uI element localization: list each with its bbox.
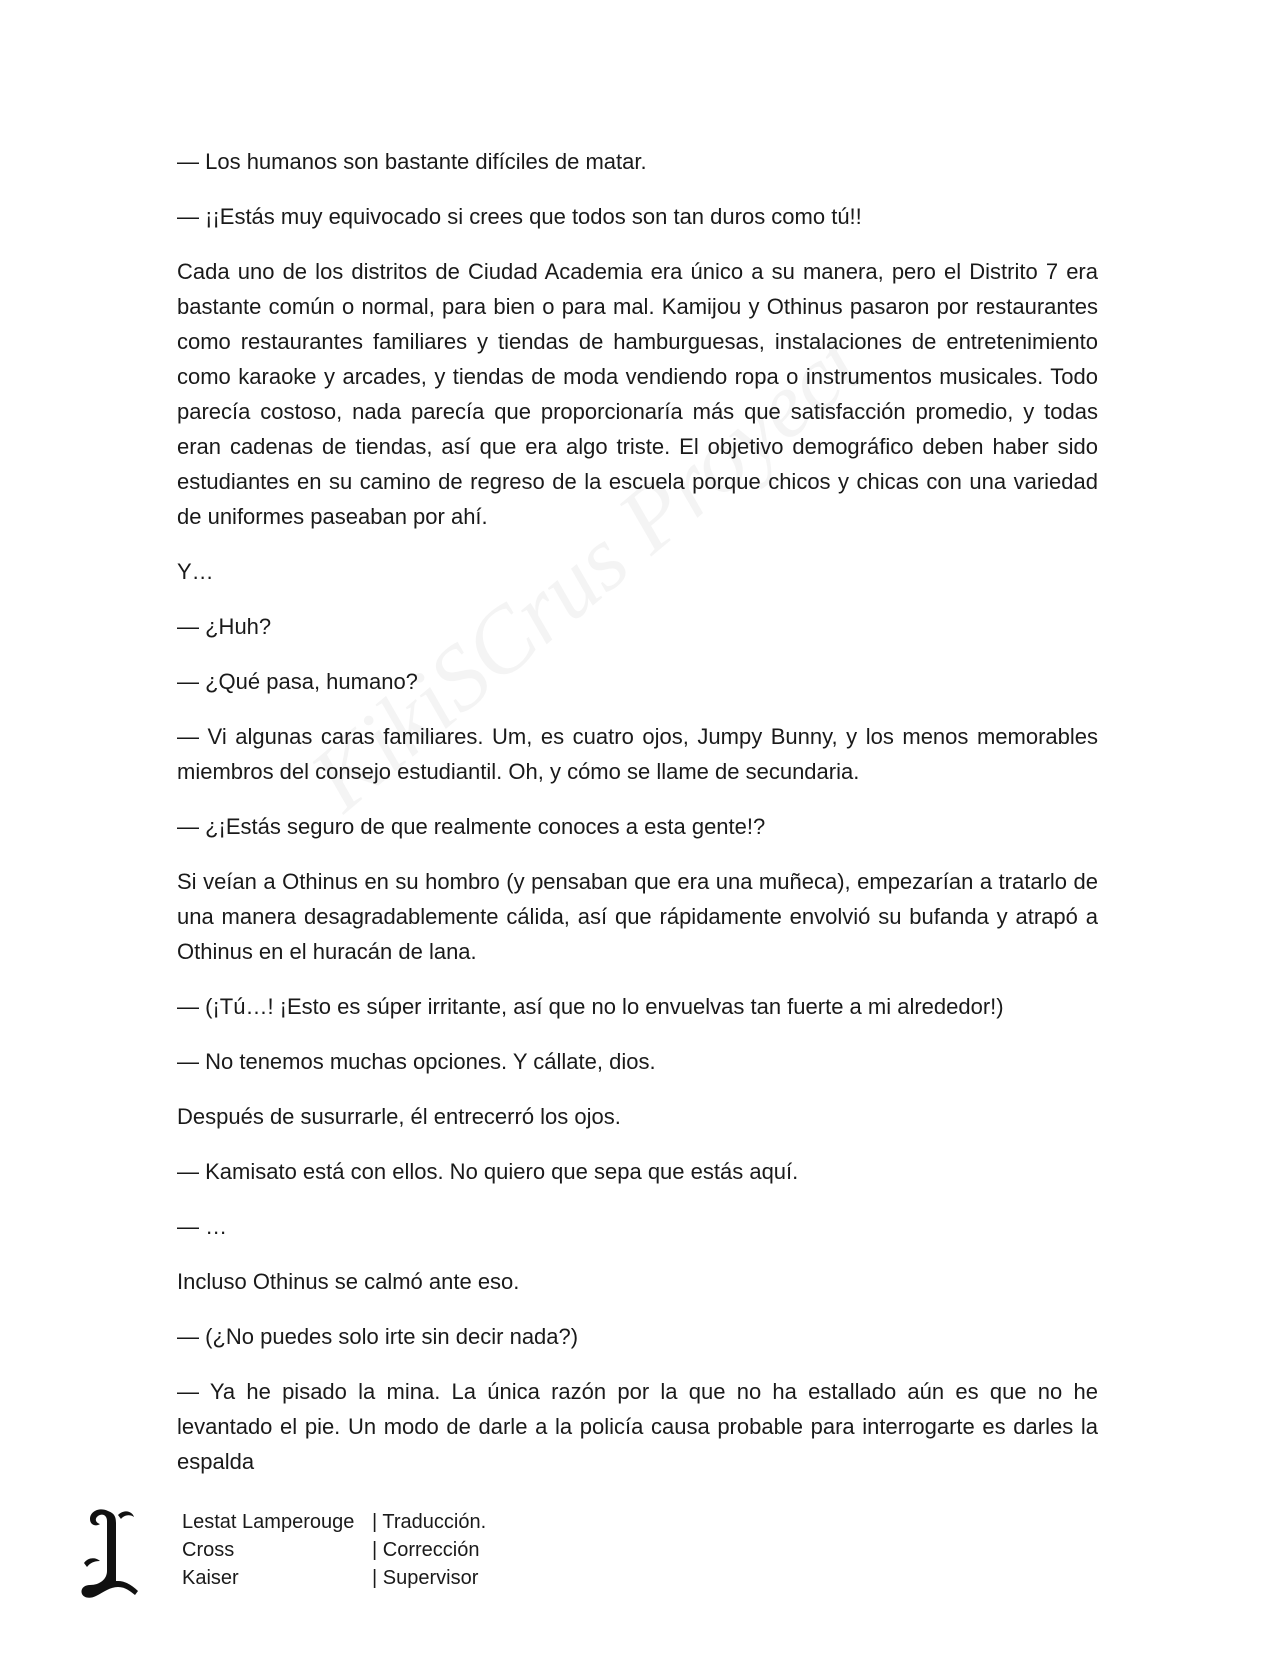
- credit-row: [182, 1508, 486, 1536]
- paragraph: — …: [177, 1214, 228, 1239]
- credit-role: | Corrección: [372, 1539, 480, 1561]
- credit-role: | Traducción.: [372, 1511, 487, 1533]
- credit-row: [182, 1536, 486, 1564]
- paragraph: Después de susurrarle, él entrecerró los ojos.: [177, 1104, 621, 1129]
- gothic-l-logo-icon: [78, 1505, 140, 1600]
- paragraph: — (¡Tú…! ¡Esto es súper irritante, así que no lo envuelvas tan fuerte a mi alrededor!): [177, 994, 1004, 1019]
- paragraph: — ¿¡Estás seguro de que realmente conoces a esta gente!?: [177, 814, 766, 839]
- paragraph: Incluso Othinus se calmó ante eso.: [177, 1269, 520, 1294]
- document-body: [177, 144, 1098, 1499]
- credit-name: Lestat Lamperouge: [182, 1511, 355, 1533]
- paragraph: — Ya he pisado la mina. La única razón por la que no ha estallado aún es que no he levantado el pie. Un modo de darle a la policía causa probable para interrogarte es darles la espalda: [177, 1379, 1098, 1474]
- paragraph: — Kamisato está con ellos. No quiero que sepa que estás aquí.: [177, 1159, 799, 1184]
- paragraph: — ¿Huh?: [177, 614, 272, 639]
- paragraph: — Vi algunas caras familiares. Um, es cuatro ojos, Jumpy Bunny, y los menos memorables miembros del consejo estudiantil. Oh, y cómo se llame de secundaria.: [177, 724, 1098, 784]
- page-footer: [78, 1505, 678, 1605]
- paragraph: — Los humanos son bastante difíciles de matar.: [177, 149, 647, 174]
- paragraph: — ¿Qué pasa, humano?: [177, 669, 418, 694]
- credit-name: Kaiser: [182, 1567, 239, 1589]
- credit-row: [182, 1564, 486, 1592]
- paragraph: Si veían a Othinus en su hombro (y pensaban que era una muñeca), empezarían a tratarlo de una manera desagradablemente cálida, así que rápidamente envolvió su bufanda y atrapó a Othinus en el huracán de lana.: [177, 869, 1098, 964]
- credit-name: Cross: [182, 1539, 235, 1561]
- paragraph: — No tenemos muchas opciones. Y cállate, dios.: [177, 1049, 656, 1074]
- paragraph: Cada uno de los distritos de Ciudad Academia era único a su manera, pero el Distrito 7 era bastante común o normal, para bien o para mal. Kamijou y Othinus pasaron por restaurantes como restaurantes familiares y tiendas de hamburguesas, instalaciones de entretenimiento como karaoke y arcades, y tiendas de moda vendiendo ropa o instrumentos musicales. Todo parecía costoso, nada parecía que proporcionaría más que satisfacción promedio, y todas eran cadenas de tiendas, así que era algo triste. El objetivo demográfico deben haber sido estudiantes en su camino de regreso de la escuela porque chicos y chicas con una variedad de uniformes paseaban por ahí.: [177, 259, 1098, 529]
- paragraph: — ¡¡Estás muy equivocado si crees que todos son tan duros como tú!!: [177, 204, 862, 229]
- credits-list: [182, 1508, 486, 1592]
- credit-role: | Supervisor: [372, 1567, 479, 1589]
- paragraph: — (¿No puedes solo irte sin decir nada?): [177, 1324, 579, 1349]
- paragraph: Y…: [177, 559, 214, 584]
